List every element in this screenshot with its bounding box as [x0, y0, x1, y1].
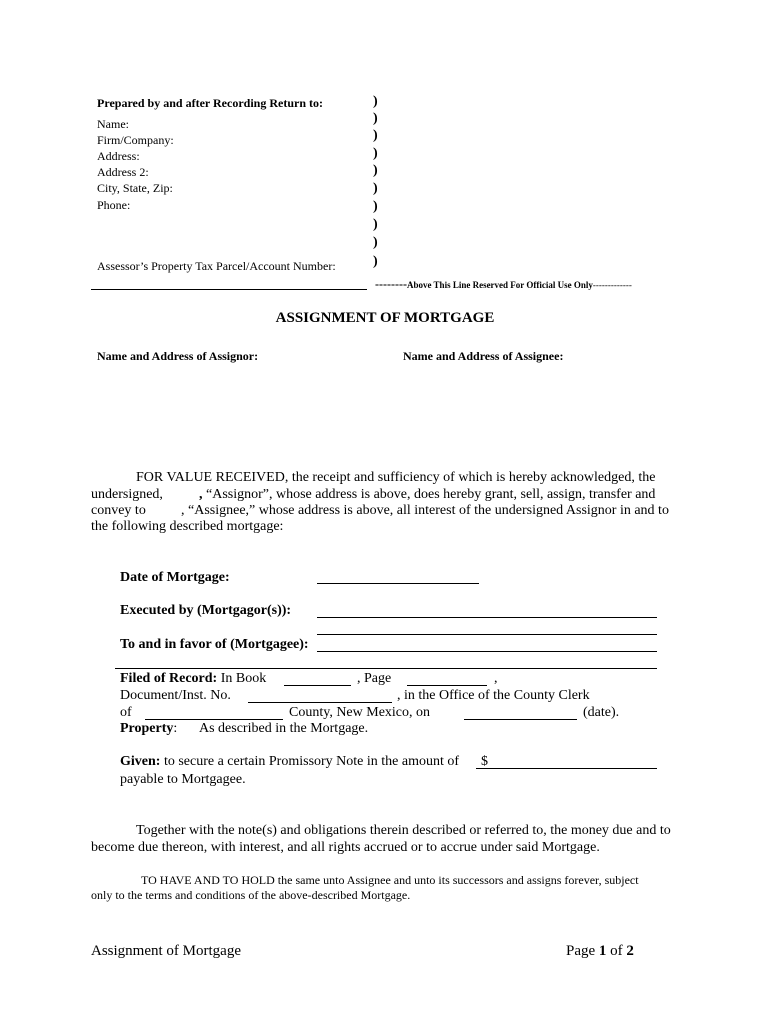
mortgagee-label: To and in favor of (Mortgagee):: [120, 637, 309, 652]
bracket-mark: ): [373, 163, 378, 178]
given-row: [120, 754, 459, 770]
address2-field-label: Address 2:: [97, 165, 149, 179]
dollar-sign: $: [481, 754, 488, 769]
property-row: [120, 721, 177, 737]
executed-by-line-2[interactable]: [317, 634, 657, 635]
intro-comma: ,: [199, 487, 203, 502]
filed-of-record-label: Filed of Record:: [120, 671, 218, 686]
reserved-note-text: Above This Line Reserved For Official Use Only: [406, 280, 593, 290]
document-number-line[interactable]: [248, 702, 392, 703]
county-state-text: County, New Mexico, on: [289, 705, 431, 720]
bracket-mark: ): [373, 128, 378, 143]
page-total: 2: [626, 943, 634, 959]
intro-line-2: “Assignor”, whose address is above, does hereby grant, sell, assign, transfer and: [206, 487, 656, 502]
together-line-2: become due thereon, with interest, and all rights accrued or to accrue under said Mortgage.: [91, 840, 600, 855]
document-title: ASSIGNMENT OF MORTGAGE: [275, 310, 495, 326]
page-comma: ,: [494, 671, 498, 686]
county-line[interactable]: [145, 719, 283, 720]
intro-convey-to: convey to: [91, 503, 146, 518]
page-indicator: [566, 943, 634, 960]
bracket-mark: ): [373, 146, 378, 161]
assignor-label: Name and Address of Assignor:: [97, 349, 259, 363]
date-of-mortgage-line[interactable]: [317, 583, 479, 584]
recording-divider-line: [91, 289, 367, 290]
name-field-label: Name:: [97, 117, 129, 131]
reserved-dashes-right: -------------: [592, 280, 632, 290]
given-label: Given:: [120, 754, 161, 769]
executed-by-line[interactable]: [317, 617, 657, 618]
date-of-mortgage-label: Date of Mortgage:: [120, 570, 230, 585]
page-word: Page: [566, 943, 596, 959]
habendum-line-2: only to the terms and conditions of the above-described Mortgage.: [91, 888, 411, 902]
in-book-text: In Book: [220, 671, 267, 686]
bracket-mark: ): [373, 254, 378, 269]
phone-field-label: Phone:: [97, 198, 131, 212]
assignee-label: Name and Address of Assignee:: [403, 349, 564, 363]
bracket-mark: ): [373, 111, 378, 126]
bracket-mark: ): [373, 235, 378, 250]
bracket-mark: ): [373, 199, 378, 214]
amount-line[interactable]: [476, 768, 657, 769]
address-field-label: Address:: [97, 149, 140, 163]
of-text: of: [120, 705, 132, 720]
habendum-line-1: TO HAVE AND TO HOLD the same unto Assignee and unto its successors and assigns forever, subject: [141, 873, 639, 887]
intro-undersigned: undersigned,: [91, 487, 163, 502]
document-number-label: Document/Inst. No.: [120, 688, 231, 703]
page-number-line[interactable]: [407, 685, 487, 686]
county-clerk-text: , in the Office of the County Clerk: [397, 688, 590, 703]
property-colon: :: [173, 721, 178, 736]
intro-line-3: , “Assignee,” whose address is above, all interest of the undersigned Assignor in and to: [181, 503, 669, 518]
intro-line-1: FOR VALUE RECEIVED, the receipt and sufficiency of which is hereby acknowledged, the: [136, 470, 656, 485]
footer-title: Assignment of Mortgage: [91, 943, 241, 959]
filed-of-record-row: [120, 671, 266, 687]
property-label: Property: [120, 721, 174, 736]
together-line-1: Together with the note(s) and obligations therein described or referred to, the money due and to: [136, 823, 671, 838]
given-text: to secure a certain Promissory Note in the amount of: [163, 754, 460, 769]
bracket-mark: ): [373, 181, 378, 196]
payable-text: payable to Mortgagee.: [120, 772, 246, 787]
page-number: 1: [598, 943, 607, 959]
page-text: , Page: [357, 671, 392, 686]
bracket-mark: ): [373, 94, 378, 109]
reserved-dashes-left: --------: [375, 277, 407, 291]
bracket-mark: ): [373, 217, 378, 232]
property-value: As described in the Mortgage.: [199, 721, 369, 736]
recording-date-line[interactable]: [464, 719, 577, 720]
mortgagee-line[interactable]: [317, 651, 657, 652]
executed-by-label: Executed by (Mortgagor(s)):: [120, 603, 292, 618]
mortgagee-line-2[interactable]: [115, 668, 657, 669]
parcel-number-label: Assessor’s Property Tax Parcel/Account Number:: [97, 259, 336, 273]
date-suffix-text: (date).: [583, 705, 620, 720]
intro-line-4: the following described mortgage:: [91, 519, 284, 534]
prepared-by-label: Prepared by and after Recording Return to:: [97, 96, 323, 110]
firm-field-label: Firm/Company:: [97, 133, 174, 147]
book-line[interactable]: [284, 685, 351, 686]
city-state-zip-field-label: City, State, Zip:: [97, 181, 173, 195]
reserved-use-note: [375, 275, 632, 293]
of-word: of: [610, 943, 623, 959]
